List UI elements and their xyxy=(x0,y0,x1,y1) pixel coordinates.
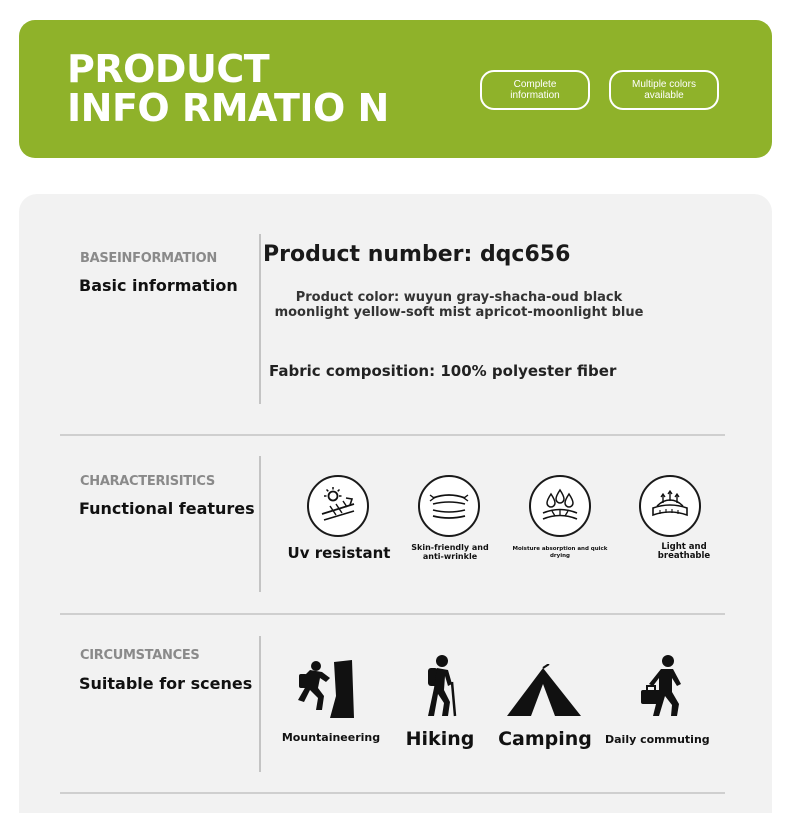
features-section-label: CHARACTERISITICS xyxy=(80,474,215,489)
scene-hiking: Hiking xyxy=(405,728,475,750)
feature-skin-friendly: Skin-friendly and anti-wrinkle xyxy=(411,543,489,561)
section-divider-1 xyxy=(60,434,725,436)
features-section-title: Functional features xyxy=(79,499,255,518)
badge-multiple-colors-label: Multiple colors available xyxy=(632,79,696,101)
feature-uv-resistant: Uv resistant xyxy=(287,544,391,562)
product-number: Product number: dqc656 xyxy=(263,242,571,267)
title-line-1: PRODUCT xyxy=(67,47,270,91)
scenes-section-label: CIRCUMSTANCES xyxy=(80,648,200,663)
scene-mountaineering: Mountaineering xyxy=(281,731,381,744)
commuter-icon xyxy=(637,654,697,716)
page-title xyxy=(67,47,389,130)
section-divider-3 xyxy=(60,792,725,794)
fabric-layers-icon xyxy=(418,475,480,537)
info-card xyxy=(19,194,772,813)
base-info-section-label: BASEINFORMATION xyxy=(80,251,217,266)
badge-complete-information xyxy=(480,70,590,110)
features-divider xyxy=(259,456,261,592)
header-banner xyxy=(19,20,772,158)
climber-icon xyxy=(296,656,356,718)
section-divider-2 xyxy=(60,613,725,615)
tent-icon xyxy=(505,664,585,720)
scenes-divider xyxy=(259,636,261,772)
water-drops-icon xyxy=(529,475,591,537)
hiker-icon xyxy=(410,654,470,716)
base-info-divider xyxy=(259,234,261,404)
product-color: Product color: wuyun gray-shacha-oud black moonlight yellow-soft mist apricot-moonlight blue xyxy=(274,290,644,320)
fabric-composition: Fabric composition: 100% polyester fiber xyxy=(269,362,617,380)
badge-multiple-colors xyxy=(609,70,719,110)
scenes-section-title: Suitable for scenes xyxy=(79,674,253,693)
scene-camping: Camping xyxy=(498,728,592,750)
breathable-fabric-icon xyxy=(639,475,701,537)
title-line-2: INFO RMATIO N xyxy=(67,86,389,130)
feature-light-breathable: Light and breathable xyxy=(657,542,711,561)
uv-sun-icon xyxy=(307,475,369,537)
feature-moisture-absorption: Moisture absorption and quick drying xyxy=(512,546,608,559)
badge-complete-information-label: Complete information xyxy=(510,79,560,101)
scene-daily-commuting: Daily commuting xyxy=(605,733,710,746)
base-info-section-title: Basic information xyxy=(79,276,238,295)
